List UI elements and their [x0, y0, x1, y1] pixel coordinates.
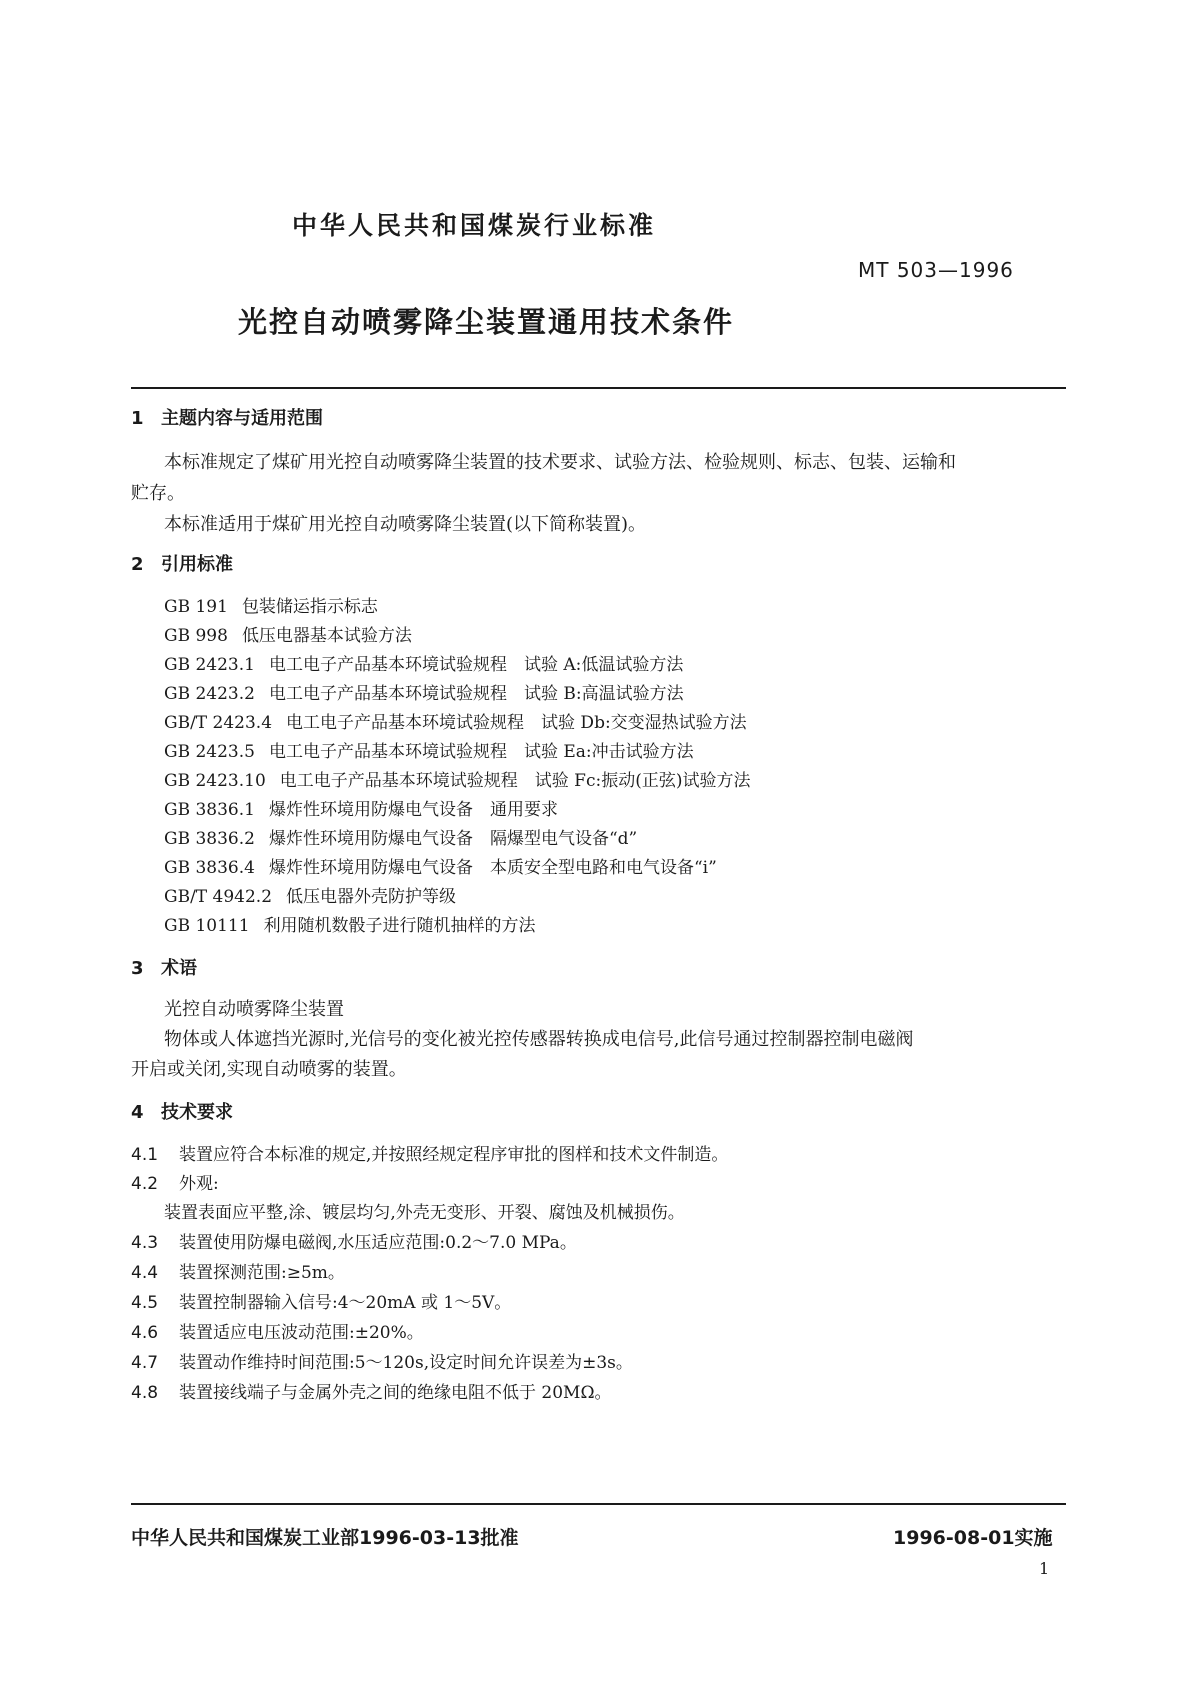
requirement-item: 4.2 外观:	[131, 1174, 219, 1194]
requirement-item: 4.5 装置控制器输入信号:4～20mA 或 1～5V。	[131, 1293, 512, 1313]
reference-item: GB 191 包装储运指示标志	[164, 597, 378, 617]
reference-item: GB 2423.1 电工电子产品基本环境试验规程 试验 A:低温试验方法	[164, 655, 684, 675]
reference-item: GB/T 4942.2 低压电器外壳防护等级	[164, 887, 457, 907]
reference-item: GB 3836.2 爆炸性环境用防爆电气设备 隔爆型电气设备“d”	[164, 829, 638, 849]
term-name: 光控自动喷雾降尘装置	[164, 999, 344, 1020]
reference-item: GB 2423.10 电工电子产品基本环境试验规程 试验 Fc:振动(正弦)试验方法	[164, 771, 751, 791]
section-4-heading: 4 技术要求	[131, 1102, 233, 1123]
document-title: 光控自动喷雾降尘装置通用技术条件	[238, 305, 735, 339]
requirement-item: 4.7 装置动作维持时间范围:5～120s,设定时间允许误差为±3s。	[131, 1353, 633, 1373]
section-3-heading: 3 术语	[131, 958, 197, 979]
section-2-heading: 2 引用标准	[131, 554, 233, 575]
header-divider	[131, 387, 1066, 389]
reference-item: GB 3836.1 爆炸性环境用防爆电气设备 通用要求	[164, 800, 558, 820]
section-1-paragraph-1-line-2: 贮存。	[131, 483, 185, 504]
issuing-organization: 中华人民共和国煤炭行业标准	[292, 211, 657, 240]
term-definition-line-2: 开启或关闭,实现自动喷雾的装置。	[131, 1059, 407, 1080]
reference-item: GB 2423.5 电工电子产品基本环境试验规程 试验 Ea:冲击试验方法	[164, 742, 694, 762]
requirement-detail: 装置表面应平整,涂、镀层均匀,外壳无变形、开裂、腐蚀及机械损伤。	[164, 1203, 685, 1223]
requirement-item: 4.3 装置使用防爆电磁阀,水压适应范围:0.2～7.0 MPa。	[131, 1233, 577, 1253]
standard-code: MT 503—1996	[858, 258, 1014, 282]
reference-item: GB 2423.2 电工电子产品基本环境试验规程 试验 B:高温试验方法	[164, 684, 684, 704]
effective-date: 1996-08-01实施	[893, 1527, 1053, 1549]
requirement-item: 4.8 装置接线端子与金属外壳之间的绝缘电阻不低于 20MΩ。	[131, 1383, 612, 1403]
approval-statement: 中华人民共和国煤炭工业部1996-03-13批准	[131, 1527, 519, 1549]
page-number: 1	[1039, 1559, 1050, 1578]
term-definition-line-1: 物体或人体遮挡光源时,光信号的变化被光控传感器转换成电信号,此信号通过控制器控制电磁阀	[164, 1029, 914, 1050]
reference-item: GB 10111 利用随机数骰子进行随机抽样的方法	[164, 916, 536, 936]
requirement-item: 4.1 装置应符合本标准的规定,并按照经规定程序审批的图样和技术文件制造。	[131, 1145, 729, 1165]
reference-item: GB 998 低压电器基本试验方法	[164, 626, 412, 646]
reference-item: GB 3836.4 爆炸性环境用防爆电气设备 本质安全型电路和电气设备“i”	[164, 858, 717, 878]
section-1-heading: 1 主题内容与适用范围	[131, 408, 323, 429]
requirement-item: 4.4 装置探测范围:≥5m。	[131, 1263, 345, 1283]
section-1-paragraph-1-line-1: 本标准规定了煤矿用光控自动喷雾降尘装置的技术要求、试验方法、检验规则、标志、包装、运输和	[164, 452, 956, 473]
footer-divider	[131, 1503, 1066, 1505]
requirement-item: 4.6 装置适应电压波动范围:±20%。	[131, 1323, 424, 1343]
section-1-paragraph-2: 本标准适用于煤矿用光控自动喷雾降尘装置(以下简称装置)。	[164, 514, 647, 535]
reference-item: GB/T 2423.4 电工电子产品基本环境试验规程 试验 Db:交变湿热试验方法	[164, 713, 747, 733]
